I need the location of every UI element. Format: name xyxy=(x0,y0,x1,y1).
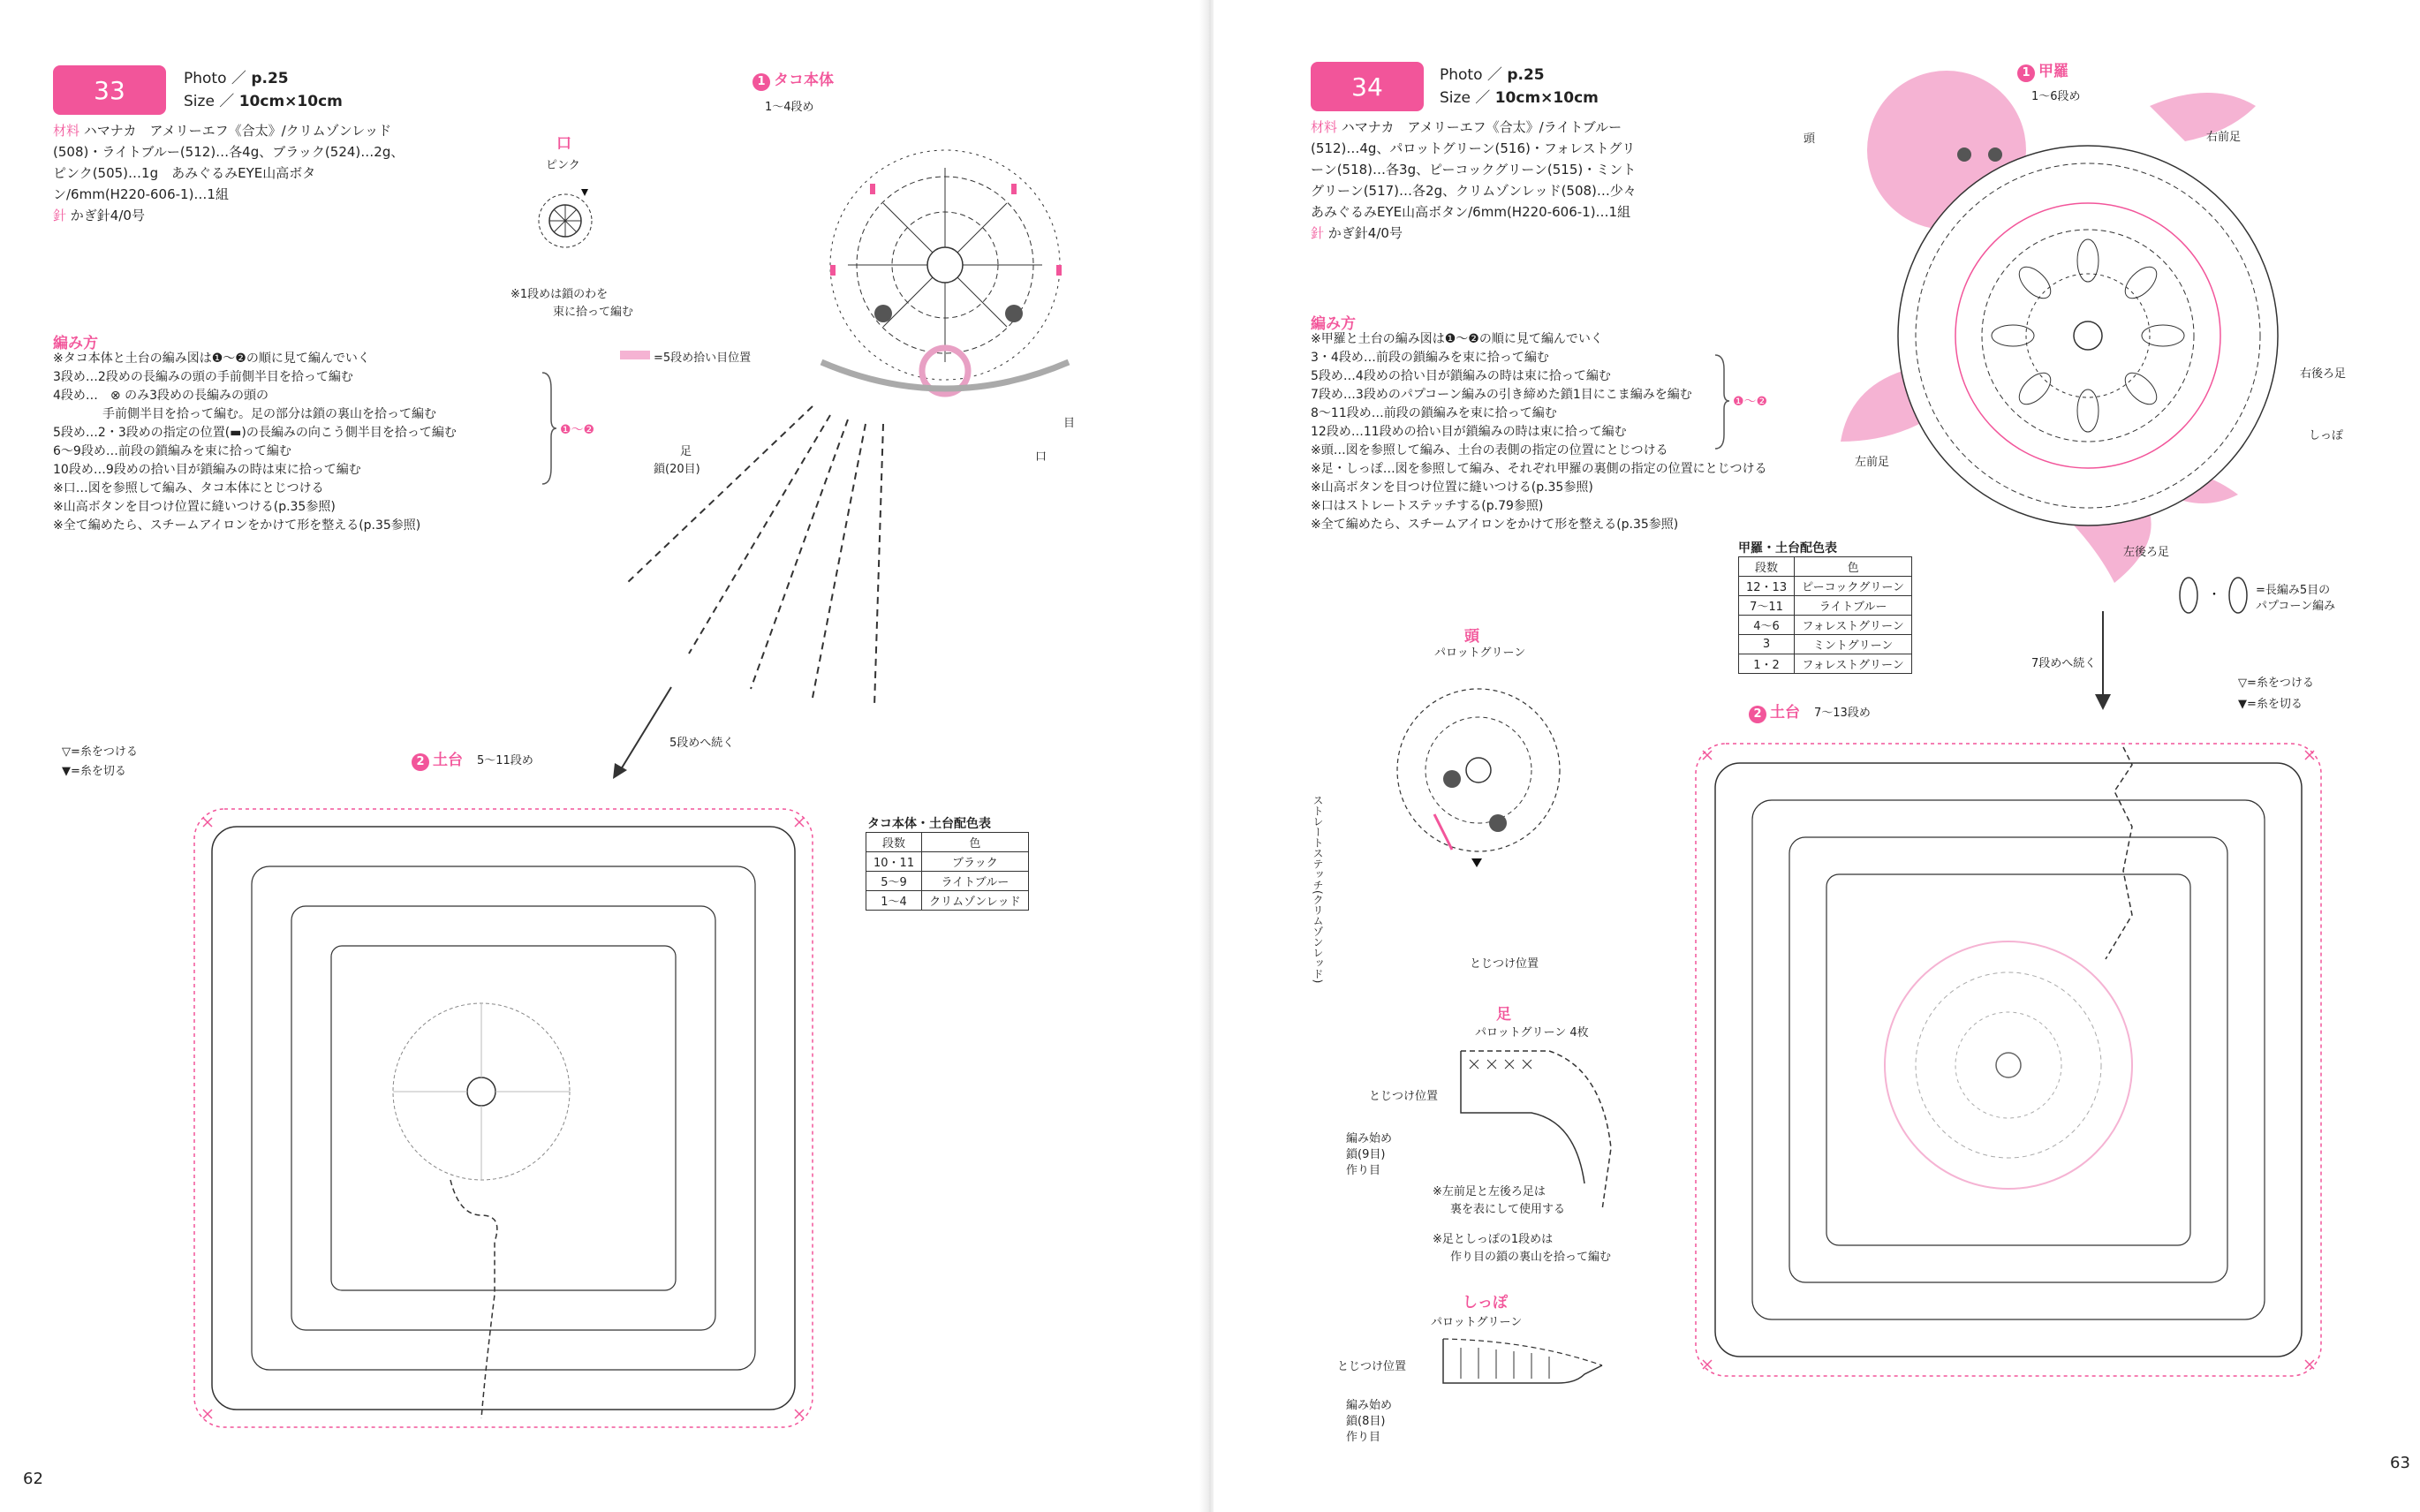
head-color: パロットグリーン xyxy=(1434,646,1526,660)
leg-note-2: 裏を表にして使用する xyxy=(1450,1203,1566,1216)
right-front-leg-label: 右前足 xyxy=(2206,131,2242,144)
howto-line: 7段め…3段めのパプコーン編みの引き締めた鎖1目にこま編みを編む xyxy=(1311,388,1692,402)
howto-bracket xyxy=(541,371,558,486)
needle-text: かぎ針4/0号 xyxy=(1327,225,1403,241)
continue-arrow xyxy=(2090,609,2116,715)
base-rows: 5～11段め xyxy=(477,754,533,767)
howto-bracket xyxy=(1713,353,1731,450)
table-row: 10・11 ブラック xyxy=(866,852,1029,872)
mouth-note-2: 束に拾って編む xyxy=(553,306,634,319)
table-row: 12・13 ピーコックグリーン xyxy=(1739,577,1912,596)
materials-text: ハマナカ アメリーエフ《合太》/クリムゾンレッド(508)・ライトブルー(512)…各4g、ブラック(524)…2g、ピンク(505)…1g あみぐるみEYE山高ボタン/6mm(H220-606-1)…1組 xyxy=(53,123,405,202)
table-row: 3 ミントグリーン xyxy=(1739,635,1912,654)
materials-block xyxy=(1311,117,1650,244)
materials-block xyxy=(53,120,406,226)
materials-text: ハマナカ アメリーエフ《合太》/ライトブルー(512)…4g、パロットグリーン(516)・フォレストグリーン(518)…各3g、ピーコックグリーン(515)・ミントグリーン(517)…各2g、クリムゾンレッド(508)…少々 あみぐるみEYE山高ボタン/6mm(H220-606-1)…1組 xyxy=(1311,119,1650,220)
howto-line: 手前側半目を拾って編む。足の部分は鎖の裏山を拾って編む xyxy=(53,407,436,421)
photo-value: p.25 xyxy=(1507,66,1545,84)
table-row: 1～4 クリムゾンレッド xyxy=(866,891,1029,911)
cut-legend: ▼=糸を切る xyxy=(2238,698,2303,711)
table-row: 1・2 フォレストグリーン xyxy=(1739,654,1912,674)
octopus-title: 1 タコ本体 xyxy=(752,67,834,91)
howto-line: ※山高ボタンを目つけ位置に縫いつける(p.35参照) xyxy=(1311,480,1593,495)
leg-join-label: とじつけ位置 xyxy=(1369,1090,1439,1103)
materials-label: 材料 xyxy=(53,123,80,139)
needle-label: 針 xyxy=(1311,225,1325,241)
howto-line: ※山高ボタンを目つけ位置に縫いつける(p.35参照) xyxy=(53,500,336,514)
photo-value: p.25 xyxy=(251,70,289,87)
howto-line: 10段め…9段めの拾い目が鎖編みの時は束に拾って編む xyxy=(53,463,361,477)
attach-legend: ▽=糸をつける xyxy=(62,745,138,759)
pink-stitch-legend: =5段め拾い目位置 xyxy=(654,352,752,365)
needle-text: かぎ針4/0号 xyxy=(70,208,145,223)
leg-note-3: ※足としっぽの1段めは xyxy=(1433,1233,1554,1246)
attach-legend: ▽=糸をつける xyxy=(2238,677,2314,690)
howto-line: ※足・しっぽ…図を参照して編み、それぞれ甲羅の裏側の指定の位置にとじつける xyxy=(1311,462,1767,476)
howto-bracket-label: ❶～❷ xyxy=(1733,395,1768,409)
leg-note-4: 作り目の鎖の裏山を拾って編む xyxy=(1450,1251,1612,1264)
octopus-title-text: タコ本体 xyxy=(774,72,834,89)
size-label: Size ／ xyxy=(1440,89,1491,107)
head-diagram xyxy=(1390,682,1567,867)
svg-text:・: ・ xyxy=(2208,588,2220,602)
eye-label: 目 xyxy=(1063,417,1076,430)
octopus-legs-diagram xyxy=(609,389,927,689)
leg-title: 足 xyxy=(1496,1006,1511,1024)
table-row: 段数 色 xyxy=(866,833,1029,852)
pattern-number-badge: 33 xyxy=(53,65,166,115)
size-value: 10cm×10cm xyxy=(1494,89,1599,107)
howto-line: ※口…図を参照して編み、タコ本体にとじつける xyxy=(53,481,324,495)
howto-list xyxy=(53,350,457,535)
materials-label: 材料 xyxy=(1311,119,1338,135)
tail-color: パロットグリーン xyxy=(1431,1316,1523,1329)
leg-start-3: 作り目 xyxy=(1346,1164,1381,1177)
howto-list xyxy=(1311,330,1767,534)
cut-legend: ▼=糸を切る xyxy=(62,765,126,778)
tail-title: しっぽ xyxy=(1463,1294,1508,1312)
size-value: 10cm×10cm xyxy=(238,93,343,110)
size-label: Size ／ xyxy=(184,93,235,110)
pattern-header xyxy=(1440,64,1599,110)
leg-start-2: 鎖(9目) xyxy=(1346,1148,1386,1161)
howto-line: ※全て編めたら、スチームアイロンをかけて形を整える(p.35参照) xyxy=(1311,518,1679,532)
mouth-label: 口 xyxy=(1035,450,1047,464)
table-row: 7～11 ライトブルー xyxy=(1739,596,1912,616)
continue-label: 5段めへ続く xyxy=(669,737,735,750)
howto-line: 8～11段め…前段の鎖編みを束に拾って編む xyxy=(1311,406,1557,420)
table-row: 4～6 フォレストグリーン xyxy=(1739,616,1912,635)
shell-title: 1 甲羅 xyxy=(2017,58,2068,82)
howto-line: ※全て編めたら、スチームアイロンをかけて形を整える(p.35参照) xyxy=(53,518,421,533)
popcorn-legend: =長編み5目の パプコーン編み xyxy=(2256,584,2336,613)
tail-start-2: 鎖(8目) xyxy=(1346,1415,1386,1428)
page-number: 63 xyxy=(2390,1454,2410,1472)
base-square-diagram xyxy=(1690,738,2326,1392)
base-title-text: 土台 xyxy=(433,752,463,769)
photo-label: Photo ／ xyxy=(1440,66,1502,84)
right-back-leg-label: 右後ろ足 xyxy=(2300,367,2347,381)
howto-line: 5段め…4段めの拾い目が鎖編みの時は束に拾って編む xyxy=(1311,369,1611,383)
base-title: 2 土台 xyxy=(1749,699,1800,723)
base-rows: 7～13段め xyxy=(1814,707,1871,720)
tail-start-1: 編み始め xyxy=(1346,1399,1393,1412)
leg-note-1: ※左前足と左後ろ足は xyxy=(1433,1185,1546,1198)
left-front-leg-label: 左前足 xyxy=(1855,456,1890,469)
base-square-diagram xyxy=(185,800,821,1436)
pattern-number-badge: 34 xyxy=(1311,62,1424,111)
color-table xyxy=(866,832,1029,911)
howto-line: 3・4段め…前段の鎖編みを束に拾って編む xyxy=(1311,351,1549,365)
base-title: 2 土台 xyxy=(412,747,463,771)
left-back-leg-label: 左後ろ足 xyxy=(2123,546,2170,559)
photo-label: Photo ／ xyxy=(184,70,246,87)
howto-line: ※口はストレートステッチする(p.79参照) xyxy=(1311,499,1544,513)
howto-line: 3段め…2段めの長編みの頭の手前側半目を拾って編む xyxy=(53,370,353,384)
needle-label: 針 xyxy=(53,208,67,223)
howto-title: 編み方 xyxy=(1311,315,1356,333)
howto-line: 12段め…11段めの拾い目が鎖編みの時は束に拾って編む xyxy=(1311,425,1627,439)
octopus-body-diagram xyxy=(777,132,1095,397)
mouth-title: 口 xyxy=(556,135,571,153)
left-page xyxy=(0,0,1206,1512)
continue-label: 7段めへ続く xyxy=(2031,657,2097,670)
tail-label: しっぽ xyxy=(2309,429,2344,442)
table-row: 段数 色 xyxy=(1739,557,1912,577)
page-number: 62 xyxy=(23,1470,43,1488)
mouth-color: ピンク xyxy=(546,159,580,172)
howto-line: 5段め…2・3段めの指定の位置(▬)の長編みの向こう側半目を拾って編む xyxy=(53,426,457,440)
shell-title-text: 甲羅 xyxy=(2038,63,2068,80)
mouth-diagram xyxy=(530,185,601,256)
howto-line: 6～9段め…前段の鎖編みを束に拾って編む xyxy=(53,444,291,458)
leg-start-1: 編み始め xyxy=(1346,1132,1393,1145)
color-table-title: タコ本体・土台配色表 xyxy=(867,817,991,831)
shell-rows: 1～6段め xyxy=(2031,90,2081,103)
howto-line: 4段め… ⊗ のみ3段めの長編みの頭の xyxy=(53,389,268,403)
howto-line: ※甲羅と土台の編み図は❶～❷の順に見て編んでいく xyxy=(1311,332,1603,346)
tail-join-label: とじつけ位置 xyxy=(1337,1360,1407,1373)
howto-title: 編み方 xyxy=(53,335,98,352)
straight-stitch-label: ストレートステッチ(クリムゾンレッド) xyxy=(1312,795,1324,984)
color-table xyxy=(1738,556,1912,674)
table-row: 5～9 ライトブルー xyxy=(866,872,1029,891)
pattern-header xyxy=(184,67,343,113)
head-title: 頭 xyxy=(1464,628,1479,646)
base-title-text: 土台 xyxy=(1770,704,1800,722)
octopus-rows: 1～4段め xyxy=(765,101,814,114)
howto-line: ※頭…図を参照して編み、土台の表側の指定の位置にとじつける xyxy=(1311,443,1668,457)
howto-line: ※タコ本体と土台の編み図は❶～❷の順に見て編んでいく xyxy=(53,352,370,366)
head-join-label: とじつけ位置 xyxy=(1470,957,1539,971)
howto-bracket-label: ❶～❷ xyxy=(560,423,595,437)
pink-stitch-legend-swatch xyxy=(620,349,650,361)
mouth-note-1: ※1段めは鎖のわを xyxy=(510,288,609,301)
leg-color: パロットグリーン 4枚 xyxy=(1475,1026,1589,1040)
head-label: 頭 xyxy=(1804,132,1816,146)
leg-label: 足 xyxy=(680,445,692,458)
tail-diagram xyxy=(1426,1330,1620,1392)
right-page xyxy=(1214,0,2420,1512)
leg-chain-label: 鎖(20目) xyxy=(654,463,700,476)
tail-start-3: 作り目 xyxy=(1346,1431,1381,1444)
color-table-title: 甲羅・土台配色表 xyxy=(1738,541,1837,556)
